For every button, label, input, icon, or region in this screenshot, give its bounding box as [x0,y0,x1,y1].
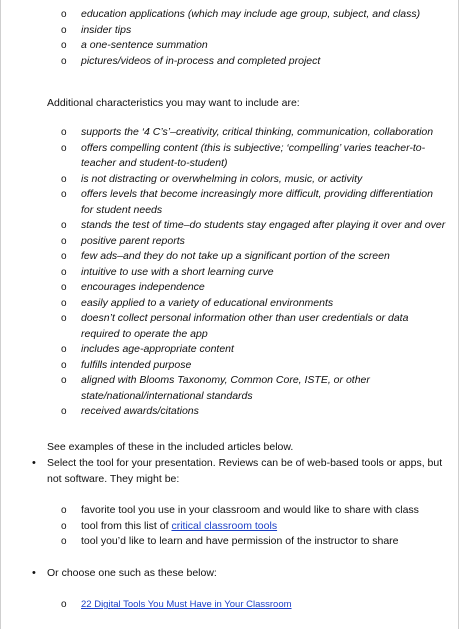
bullet-icon: o [61,297,67,309]
bullet-icon: o [61,40,67,51]
list-item-text: received awards/citations [81,405,199,417]
bullet-icon: o [61,55,67,67]
list-item [1,187,458,218]
critical-classroom-tools-link[interactable]: critical classroom tools [171,519,278,532]
list-item [1,519,458,535]
bullet-icon: o [61,24,67,36]
list-item-text: encourages independence [81,281,205,293]
list-item [1,404,458,420]
list-item [1,534,458,550]
bullet-icon: o [61,173,67,185]
list-item [1,172,458,188]
bullet-icon: o [61,344,67,355]
list-item-text: offers levels that become increasingly more difficult, providing differentiation for student needs [81,188,433,216]
digital-tools-link[interactable]: 22 Digital Tools You Must Have in Your Classroom [81,599,292,610]
list-item [1,234,458,250]
bullet-icon: o [61,220,67,231]
select-tool-item [32,456,448,487]
list-item [1,342,458,358]
list-item-text: education applications (which may include age group, subject, and class) [81,8,421,20]
list-item [1,54,458,70]
tool-options-list [1,503,458,550]
digital-tools-list [1,597,458,613]
list-item [1,597,458,613]
list-item-text: includes age-appropriate content [81,343,234,355]
bullet-icon: o [61,313,67,324]
list-item-text: pictures/videos of in-process and completed project [81,54,321,67]
list-item-text: is not distracting or overwhelming in colors, music, or activity [81,172,363,185]
list-item-text: supports the ‘4 C’s’–creativity, critical thinking, communication, collaboration [81,126,434,138]
list-item [1,503,458,519]
list-item-text: easily applied to a variety of educational environments [81,296,334,309]
bullet-icon: o [61,9,67,20]
list-item-text: tool you’d like to learn and have permission of the instructor to share [81,535,399,547]
bullet-icon: o [61,599,67,610]
list-item [1,38,458,54]
choose-one-text: Or choose one such as these below: [47,567,217,579]
list-item [1,141,458,172]
bullet-icon: o [61,505,67,516]
list-item [1,296,458,312]
list-item-text: doesn’t collect personal information other than user credentials or data required to operate the app [81,312,409,340]
list-item [1,249,458,265]
additional-characteristics-intro: Additional characteristics you may want to include are: [47,97,300,109]
bullet-icon: o [61,282,67,293]
list-item [1,125,458,141]
select-tool-text: Select the tool for your presentation. Reviews can be of web-based tools or apps, but not software. They might be: [47,457,443,485]
bullet-icon: • [32,457,36,469]
choose-one-item [32,566,448,582]
list-item-text: aligned with Blooms Taxonomy, Common Core, ISTE, or other state/national/international standards [81,374,370,402]
list-item [1,311,458,342]
bullet-icon: o [61,375,67,386]
list-item [1,373,458,404]
bullet-icon: o [61,520,67,532]
bullet-icon: • [32,567,36,579]
bullet-icon: o [61,251,67,262]
list-item-text: few ads–and they do not take up a significant portion of the screen [81,250,390,262]
characteristics-list [1,125,458,420]
list-item-text: positive parent reports [81,234,185,247]
list-item [1,358,458,374]
list-item-text: insider tips [81,23,132,36]
app-details-list [1,7,458,69]
list-item [1,280,458,296]
see-examples-text: See examples of these in the included articles below. [47,441,294,453]
bullet-icon: o [61,266,67,278]
list-item-text: a one-sentence summation [81,39,208,51]
bullet-icon: o [61,536,67,547]
list-item [1,218,458,234]
list-item-text: favorite tool you use in your classroom and would like to share with class [81,504,419,516]
list-item-text: fulfills intended purpose [81,358,192,371]
bullet-icon: o [61,189,67,200]
list-item [1,7,458,23]
bullet-icon: o [61,142,67,154]
bullet-icon: o [61,235,67,247]
bullet-icon: o [61,406,67,417]
bullet-icon: o [61,127,67,138]
list-item-text: offers compelling content (this is subjective; ‘compelling’ varies teacher-to-teacher and student-to-student) [81,141,426,169]
list-item-text: intuitive to use with a short learning curve [81,265,274,278]
list-item-text: stands the test of time–do students stay engaged after playing it over and over [81,219,446,231]
list-item-text: tool from this list of [81,519,172,532]
list-item [1,23,458,39]
list-item [1,265,458,281]
bullet-icon: o [61,359,67,371]
